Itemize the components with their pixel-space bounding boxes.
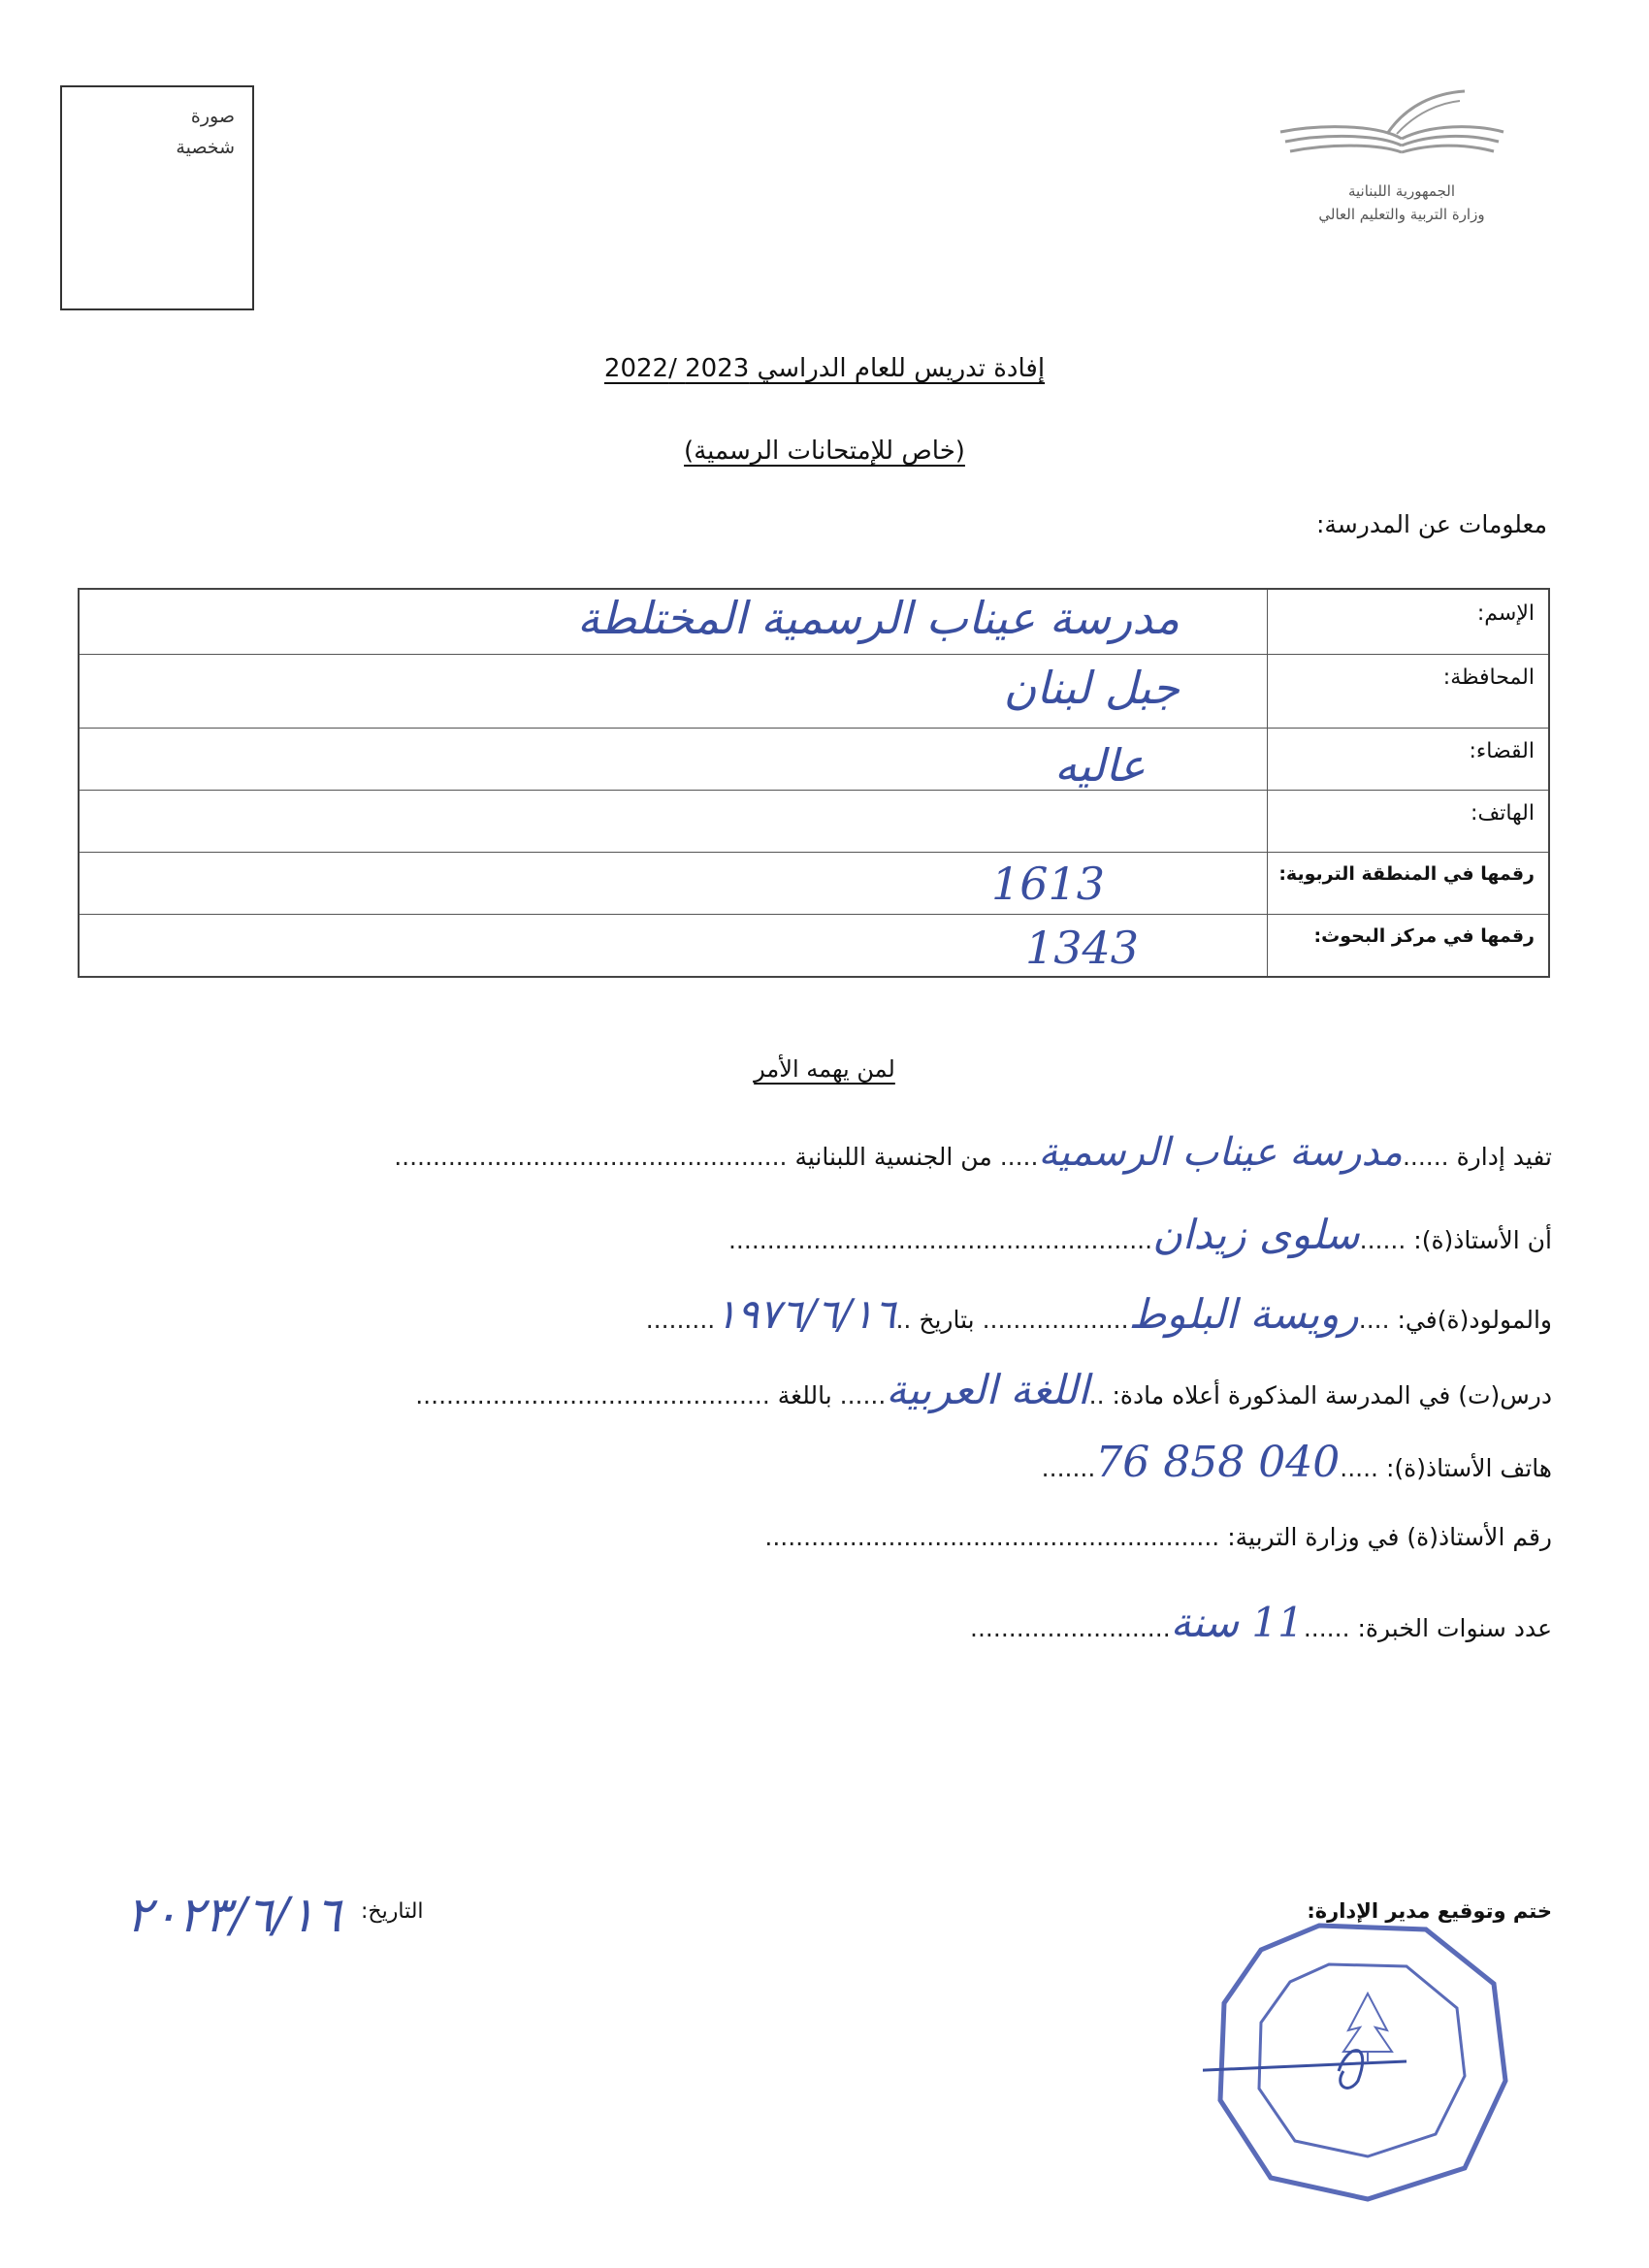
teacher-name-value: سلوى زيدان xyxy=(1152,1211,1360,1258)
birth-date-value: ١٩٧٦/٦/١٦ xyxy=(715,1290,896,1338)
letter-line-teacher-phone: هاتف الأستاذ(ة): .....76 858 040....... xyxy=(1041,1438,1552,1487)
birth-place-prefix: والمولود(ة)في: xyxy=(1397,1306,1552,1334)
letter-line-subject: درس(ت) في المدرسة المذكورة أعلاه مادة: ..اللغة العربية...... باللغة .............................................. xyxy=(415,1366,1552,1413)
school-info-table xyxy=(78,588,1550,978)
table-row-governorate xyxy=(80,654,1548,729)
stamp-signature-label: ختم وتوقيع مدير الإدارة: xyxy=(1307,1899,1552,1923)
page-title xyxy=(436,354,1212,383)
photo-label xyxy=(176,101,235,163)
subject-value: اللغة العربية xyxy=(886,1366,1089,1413)
table-row-phone xyxy=(80,790,1548,853)
page-subtitle xyxy=(436,437,1212,466)
experience-prefix: عدد سنوات الخبرة: xyxy=(1357,1614,1552,1642)
row-value-governorate: جبل لبنان xyxy=(1003,662,1180,714)
personal-photo-box xyxy=(60,85,254,310)
row-value-research-center-number: 1343 xyxy=(1025,922,1140,974)
table-row-research-center-number xyxy=(80,914,1548,976)
teacher-prefix: أن الأستاذ(ة): xyxy=(1413,1226,1552,1254)
table-row-name xyxy=(80,590,1548,655)
table-row-district xyxy=(80,728,1548,791)
school-info-heading: معلومات عن المدرسة: xyxy=(1315,510,1547,538)
letter-line-experience: عدد سنوات الخبرة: ......11 سنة.......................... xyxy=(970,1599,1552,1646)
book-logo-icon xyxy=(1261,85,1542,178)
photo-label-line1: صورة xyxy=(190,106,235,127)
letter-line-birth: والمولود(ة)في: ....رويسة البلوط................... بتاريخ ..١٩٧٦/٦/١٦......... xyxy=(645,1290,1552,1338)
row-value-education-zone-number: 1613 xyxy=(991,858,1106,910)
date-value: ٢٠٢٣/٦/١٦ xyxy=(126,1887,341,1943)
signature-loop xyxy=(1339,2051,1363,2089)
row-label-phone: الهاتف: xyxy=(1471,801,1535,826)
subject-prefix: درس(ت) في المدرسة المذكورة أعلاه مادة: xyxy=(1112,1381,1552,1409)
photo-label-line2: شخصية xyxy=(176,137,235,158)
letter-line-ministry-number: رقم الأستاذ(ة) في وزارة التربية: ........................................................... xyxy=(764,1523,1552,1551)
ministry-logo xyxy=(1261,85,1542,241)
logo-ministry-text: وزارة التربية والتعليم العالي xyxy=(1318,206,1485,223)
birth-date-prefix: بتاريخ xyxy=(919,1306,975,1334)
ministry-number-prefix: رقم الأستاذ(ة) في وزارة التربية: xyxy=(1227,1523,1552,1551)
letter-line-administration: تفيد إدارة ......مدرسة عيناب الرسمية..... من الجنسية اللبنانية ................................................... xyxy=(394,1130,1552,1175)
signature-stroke xyxy=(1203,2061,1406,2071)
row-label-research-center-number: رقمها في مركز البحوث: xyxy=(1313,925,1535,947)
teacher-phone-value: 76 858 040 xyxy=(1095,1438,1341,1487)
row-label-name: الإسم: xyxy=(1476,601,1535,626)
to-whom-text: لمن يهمه الأمر xyxy=(754,1055,895,1083)
official-stamp xyxy=(1203,1916,1523,2207)
language-prefix: باللغة xyxy=(777,1381,832,1409)
row-label-education-zone-number: رقمها في المنطقة التربوية: xyxy=(1278,863,1535,885)
nationality-text: من الجنسية اللبنانية xyxy=(794,1143,992,1171)
row-value-district: عاليه xyxy=(1053,739,1146,792)
administration-prefix: تفيد إدارة xyxy=(1456,1143,1552,1171)
letter-line-teacher: أن الأستاذ(ة): ......سلوى زيدان....................................................... xyxy=(728,1211,1552,1258)
row-label-district: القضاء: xyxy=(1469,739,1535,763)
experience-value: 11 سنة xyxy=(1170,1599,1304,1646)
administration-school-value: مدرسة عيناب الرسمية xyxy=(1038,1130,1403,1175)
birth-place-value: رويسة البلوط xyxy=(1128,1290,1359,1338)
page-subtitle-text: (خاص للإمتحانات الرسمية) xyxy=(684,437,965,466)
page-title-text: إفادة تدريس للعام الدراسي 2023 /2022 xyxy=(603,354,1046,383)
to-whom-heading xyxy=(582,1055,1067,1083)
table-row-education-zone-number xyxy=(80,852,1548,915)
logo-republic-text: الجمهورية اللبنانية xyxy=(1347,182,1456,200)
teacher-phone-prefix: هاتف الأستاذ(ة): xyxy=(1385,1454,1552,1482)
row-value-name: مدرسة عيناب الرسمية المختلطة xyxy=(576,592,1180,644)
date-label: التاريخ: xyxy=(361,1899,424,1924)
row-label-governorate: المحافظة: xyxy=(1442,665,1535,690)
